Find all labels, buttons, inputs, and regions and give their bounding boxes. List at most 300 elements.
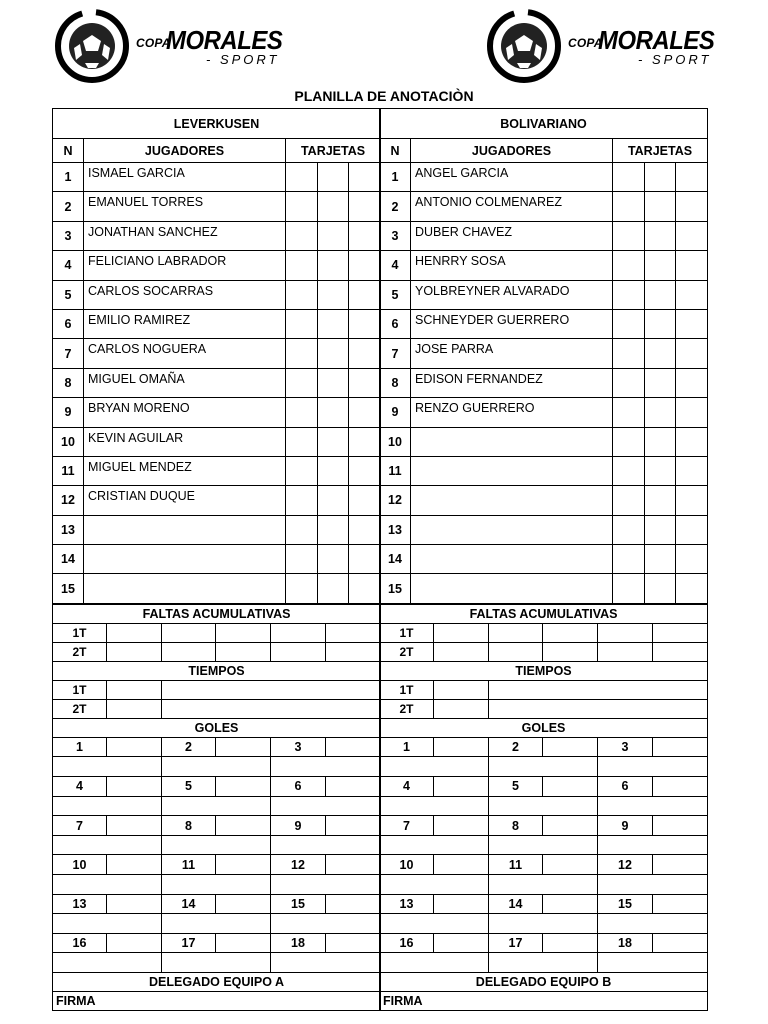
goal-number: 15 [598,894,653,914]
player-name[interactable]: ANGEL GARCIA [411,163,613,192]
soccer-ball-icon [486,8,564,86]
logo-right [486,8,726,86]
goal-number: 9 [271,816,326,836]
goal-number: 14 [162,894,216,914]
card-cell[interactable] [349,163,381,192]
goal-entry-cell[interactable] [216,933,271,953]
card-cell[interactable] [318,251,349,280]
player-name[interactable]: EDISON FERNANDEZ [411,368,613,397]
player-name[interactable]: EMILIO RAMIREZ [84,309,286,338]
foul-cell[interactable] [162,623,216,642]
card-cell[interactable] [286,486,318,515]
card-cell[interactable] [676,368,708,397]
card-cell[interactable] [286,515,318,544]
card-cell[interactable] [613,545,645,574]
player-row [380,251,708,280]
player-name[interactable]: MIGUEL MENDEZ [84,456,286,485]
card-cell[interactable] [318,427,349,456]
foul-cell[interactable] [326,623,381,642]
goal-entry-cell[interactable] [543,816,598,836]
times-header: TIEMPOS [380,661,708,680]
goal-entry-cell[interactable] [653,933,708,953]
player-row [53,221,381,250]
goal-entry-cell[interactable] [216,855,271,875]
goal-detail-cell[interactable] [53,757,162,777]
goal-entry-cell[interactable] [653,855,708,875]
card-cell[interactable] [318,163,349,192]
card-cell[interactable] [645,574,676,603]
fouls-row [380,642,708,661]
half-label: 2T [380,699,434,718]
goal-entry-cell[interactable] [434,777,489,797]
times-row [53,680,381,699]
goal-detail-cell[interactable] [162,914,271,934]
card-cell[interactable] [318,574,349,603]
card-cell[interactable] [645,309,676,338]
player-number: 13 [53,515,84,544]
card-cell[interactable] [349,192,381,221]
goals-detail-row [53,835,381,855]
card-cell[interactable] [349,486,381,515]
player-name[interactable]: JOSE PARRA [411,339,613,368]
card-cell[interactable] [613,368,645,397]
goal-number: 15 [271,894,326,914]
card-cell[interactable] [613,427,645,456]
match-record-table [379,604,708,1011]
timeout-blank-cell [489,680,708,699]
goal-detail-cell[interactable] [489,796,598,816]
player-number: 1 [53,163,84,192]
goals-header-row [53,718,381,737]
card-cell[interactable] [286,574,318,603]
foul-cell[interactable] [162,642,216,661]
player-name[interactable]: SCHNEYDER GUERRERO [411,309,613,338]
card-cell[interactable] [286,280,318,309]
card-cell[interactable] [318,398,349,427]
card-cell[interactable] [676,251,708,280]
card-cell[interactable] [349,309,381,338]
goal-entry-cell[interactable] [434,894,489,914]
goal-entry-cell[interactable] [653,894,708,914]
player-row [53,251,381,280]
player-name[interactable]: RENZO GUERRERO [411,398,613,427]
foul-cell[interactable] [326,642,381,661]
card-cell[interactable] [318,486,349,515]
goal-detail-cell[interactable] [162,835,271,855]
goal-detail-cell[interactable] [380,796,489,816]
goal-entry-cell[interactable] [653,816,708,836]
card-cell[interactable] [349,574,381,603]
goal-detail-cell[interactable] [271,757,381,777]
goal-detail-cell[interactable] [380,875,489,895]
player-row [380,574,708,603]
goal-entry-cell[interactable] [326,933,381,953]
goal-number: 1 [53,737,107,757]
goal-detail-cell[interactable] [271,875,381,895]
goal-detail-cell[interactable] [162,796,271,816]
goal-entry-cell[interactable] [543,855,598,875]
player-row [53,427,381,456]
goal-detail-cell[interactable] [271,914,381,934]
goal-number: 3 [271,737,326,757]
goal-entry-cell[interactable] [434,737,489,757]
card-cell[interactable] [286,192,318,221]
goal-detail-cell[interactable] [53,835,162,855]
card-cell[interactable] [349,515,381,544]
foul-cell[interactable] [489,642,543,661]
card-cell[interactable] [613,339,645,368]
times-row [380,699,708,718]
goal-detail-cell[interactable] [162,875,271,895]
card-cell[interactable] [645,368,676,397]
card-cell[interactable] [613,486,645,515]
card-cell[interactable] [676,192,708,221]
card-cell[interactable] [645,163,676,192]
card-cell[interactable] [645,251,676,280]
goal-entry-cell[interactable] [434,933,489,953]
card-cell[interactable] [645,339,676,368]
col-cards-header: TARJETAS [286,139,381,163]
times-row [53,699,381,718]
player-name[interactable] [411,456,613,485]
goal-entry-cell[interactable] [326,855,381,875]
goal-detail-cell[interactable] [53,914,162,934]
goal-entry-cell[interactable] [653,777,708,797]
player-name[interactable]: FELICIANO LABRADOR [84,251,286,280]
goal-detail-cell[interactable] [53,796,162,816]
card-cell[interactable] [349,339,381,368]
goal-entry-cell[interactable] [326,737,381,757]
card-cell[interactable] [676,427,708,456]
player-name[interactable]: YOLBREYNER ALVARADO [411,280,613,309]
player-row [380,339,708,368]
goal-entry-cell[interactable] [216,816,271,836]
foul-cell[interactable] [598,642,653,661]
goal-detail-cell[interactable] [489,757,598,777]
players-table [52,108,381,604]
card-cell[interactable] [613,574,645,603]
card-cell[interactable] [613,163,645,192]
player-name[interactable] [84,545,286,574]
card-cell[interactable] [613,398,645,427]
goal-entry-cell[interactable] [434,816,489,836]
goal-entry-cell[interactable] [216,894,271,914]
card-cell[interactable] [645,515,676,544]
goal-number: 6 [271,777,326,797]
goal-detail-cell[interactable] [53,953,162,973]
player-name[interactable]: CRISTIAN DUQUE [84,486,286,515]
goal-entry-cell[interactable] [434,855,489,875]
goal-number: 8 [162,816,216,836]
fouls-header: FALTAS ACUMULATIVAS [380,604,708,623]
logo-sub-text: - SPORT [638,52,712,67]
goal-detail-cell[interactable] [489,875,598,895]
goals-detail-row [53,875,381,895]
card-cell[interactable] [613,456,645,485]
signature-field[interactable]: FIRMA [380,991,708,1010]
foul-cell[interactable] [653,642,708,661]
card-cell[interactable] [318,309,349,338]
card-cell[interactable] [349,368,381,397]
card-cell[interactable] [286,368,318,397]
player-row [53,574,381,603]
soccer-ball-icon [54,8,132,86]
card-cell[interactable] [645,280,676,309]
goal-detail-cell[interactable] [598,757,708,777]
goal-entry-cell[interactable] [107,894,162,914]
player-name[interactable]: ISMAEL GARCIA [84,163,286,192]
timeout-blank-cell [489,699,708,718]
foul-cell[interactable] [216,642,271,661]
team-header-row [380,109,708,139]
timeout-cell[interactable] [107,680,162,699]
player-row [53,368,381,397]
goal-detail-cell[interactable] [489,914,598,934]
card-cell[interactable] [613,192,645,221]
card-cell[interactable] [286,251,318,280]
goal-number: 10 [53,855,107,875]
goal-entry-cell[interactable] [326,816,381,836]
card-cell[interactable] [318,280,349,309]
goal-detail-cell[interactable] [380,953,489,973]
card-cell[interactable] [318,456,349,485]
goals-number-row [380,816,708,836]
card-cell[interactable] [318,515,349,544]
foul-cell[interactable] [543,642,598,661]
goal-detail-cell[interactable] [380,914,489,934]
foul-cell[interactable] [434,623,489,642]
player-row [53,163,381,192]
card-cell[interactable] [349,221,381,250]
goal-entry-cell[interactable] [107,777,162,797]
card-cell[interactable] [645,427,676,456]
card-cell[interactable] [286,309,318,338]
player-row [53,192,381,221]
goal-number: 12 [271,855,326,875]
card-cell[interactable] [318,545,349,574]
card-cell[interactable] [349,398,381,427]
card-cell[interactable] [676,280,708,309]
goal-entry-cell[interactable] [326,894,381,914]
goals-number-row [380,777,708,797]
goal-number: 6 [598,777,653,797]
fouls-row [53,623,381,642]
goal-number: 18 [271,933,326,953]
goal-detail-cell[interactable] [598,796,708,816]
goal-entry-cell[interactable] [543,737,598,757]
player-row [380,545,708,574]
card-cell[interactable] [286,398,318,427]
player-name[interactable] [411,427,613,456]
card-cell[interactable] [676,221,708,250]
player-name[interactable]: BRYAN MORENO [84,398,286,427]
card-cell[interactable] [676,163,708,192]
card-cell[interactable] [286,456,318,485]
card-cell[interactable] [676,515,708,544]
goal-detail-cell[interactable] [598,914,708,934]
goal-entry-cell[interactable] [107,816,162,836]
goal-detail-cell[interactable] [380,757,489,777]
card-cell[interactable] [645,221,676,250]
card-cell[interactable] [676,398,708,427]
goals-detail-row [380,835,708,855]
goal-number: 13 [380,894,434,914]
timeout-cell[interactable] [434,680,489,699]
player-number: 6 [53,309,84,338]
goal-detail-cell[interactable] [271,835,381,855]
card-cell[interactable] [349,427,381,456]
card-cell[interactable] [676,309,708,338]
card-cell[interactable] [645,192,676,221]
player-name[interactable] [84,515,286,544]
card-cell[interactable] [318,221,349,250]
player-name[interactable]: MIGUEL OMAÑA [84,368,286,397]
card-cell[interactable] [613,221,645,250]
card-cell[interactable] [286,427,318,456]
card-cell[interactable] [286,339,318,368]
foul-cell[interactable] [107,623,162,642]
player-name[interactable]: DUBER CHAVEZ [411,221,613,250]
card-cell[interactable] [318,192,349,221]
card-cell[interactable] [676,339,708,368]
card-cell[interactable] [676,486,708,515]
goals-detail-row [53,757,381,777]
goal-detail-cell[interactable] [271,953,381,973]
player-number: 8 [380,368,411,397]
goal-detail-cell[interactable] [380,835,489,855]
player-name[interactable] [84,574,286,603]
goal-entry-cell[interactable] [326,777,381,797]
signature-row [53,991,381,1010]
card-cell[interactable] [318,339,349,368]
player-name[interactable]: JONATHAN SANCHEZ [84,221,286,250]
goals-header: GOLES [53,718,381,737]
goal-number: 17 [489,933,543,953]
foul-cell[interactable] [216,623,271,642]
goal-detail-cell[interactable] [598,875,708,895]
goal-detail-cell[interactable] [598,835,708,855]
card-cell[interactable] [613,280,645,309]
foul-cell[interactable] [489,623,543,642]
times-header-row [380,661,708,680]
times-header: TIEMPOS [53,661,381,680]
card-cell[interactable] [349,280,381,309]
goal-detail-cell[interactable] [598,953,708,973]
player-name[interactable]: EMANUEL TORRES [84,192,286,221]
col-number-header: N [380,139,411,163]
goal-entry-cell[interactable] [107,855,162,875]
goal-entry-cell[interactable] [216,777,271,797]
card-cell[interactable] [613,309,645,338]
goal-detail-cell[interactable] [489,953,598,973]
goal-detail-cell[interactable] [489,835,598,855]
player-name[interactable]: CARLOS NOGUERA [84,339,286,368]
foul-cell[interactable] [107,642,162,661]
goal-entry-cell[interactable] [216,737,271,757]
foul-cell[interactable] [543,623,598,642]
half-label: 1T [380,623,434,642]
card-cell[interactable] [349,545,381,574]
goal-entry-cell[interactable] [107,737,162,757]
card-cell[interactable] [613,251,645,280]
goal-detail-cell[interactable] [53,875,162,895]
timeout-blank-cell [162,699,381,718]
goal-detail-cell[interactable] [271,796,381,816]
player-number: 3 [53,221,84,250]
card-cell[interactable] [286,545,318,574]
team-name: BOLIVARIANO [380,109,708,139]
player-name[interactable] [411,545,613,574]
goal-number: 5 [162,777,216,797]
card-cell[interactable] [645,398,676,427]
card-cell[interactable] [676,456,708,485]
player-name[interactable] [411,574,613,603]
foul-cell[interactable] [653,623,708,642]
card-cell[interactable] [676,545,708,574]
card-cell[interactable] [318,368,349,397]
fouls-header-row [380,604,708,623]
player-number: 4 [53,251,84,280]
goal-detail-cell[interactable] [162,953,271,973]
team-b-half [379,108,707,1011]
player-name[interactable]: CARLOS SOCARRAS [84,280,286,309]
foul-cell[interactable] [434,642,489,661]
card-cell[interactable] [286,221,318,250]
card-cell[interactable] [349,251,381,280]
timeout-cell[interactable] [107,699,162,718]
goal-detail-cell[interactable] [162,757,271,777]
player-name[interactable] [411,515,613,544]
goal-entry-cell[interactable] [543,933,598,953]
foul-cell[interactable] [271,623,326,642]
goal-entry-cell[interactable] [543,894,598,914]
players-table [379,108,708,604]
logo-copa-text: COPA [136,36,171,50]
player-name[interactable]: ANTONIO COLMENAREZ [411,192,613,221]
logo-copa-text: COPA [568,36,603,50]
times-header-row [53,661,381,680]
card-cell[interactable] [349,456,381,485]
card-cell[interactable] [613,515,645,544]
goal-entry-cell[interactable] [653,737,708,757]
card-cell[interactable] [286,163,318,192]
goal-number: 3 [598,737,653,757]
player-name[interactable]: HENRRY SOSA [411,251,613,280]
card-cell[interactable] [645,456,676,485]
foul-cell[interactable] [271,642,326,661]
goals-number-row [53,855,381,875]
goals-header: GOLES [380,718,708,737]
column-header-row [53,139,381,163]
card-cell[interactable] [676,574,708,603]
goal-number: 14 [489,894,543,914]
card-cell[interactable] [645,545,676,574]
player-number: 8 [53,368,84,397]
goal-number: 18 [598,933,653,953]
player-number: 5 [380,280,411,309]
goal-number: 5 [489,777,543,797]
match-record-table [52,604,381,1011]
signature-field[interactable]: FIRMA [53,991,381,1010]
card-cell[interactable] [645,486,676,515]
goal-entry-cell[interactable] [543,777,598,797]
foul-cell[interactable] [598,623,653,642]
player-name[interactable]: KEVIN AGUILAR [84,427,286,456]
goal-number: 9 [598,816,653,836]
timeout-cell[interactable] [434,699,489,718]
player-name[interactable] [411,486,613,515]
goal-entry-cell[interactable] [107,933,162,953]
